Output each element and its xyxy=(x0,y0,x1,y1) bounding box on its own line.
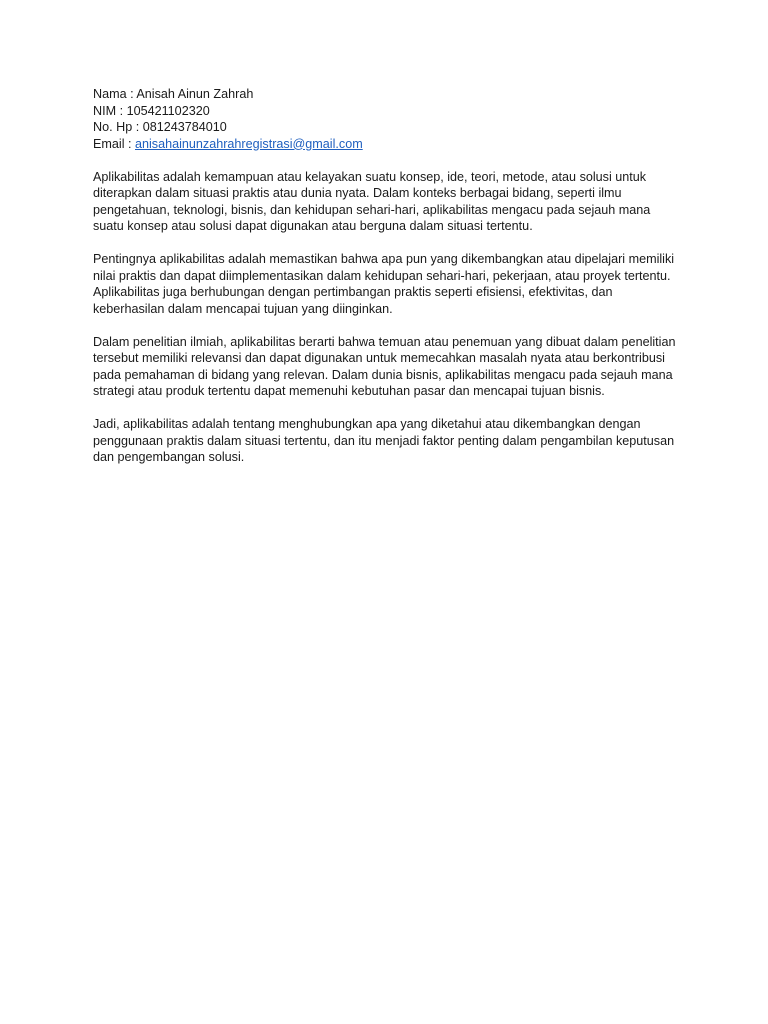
name-label: Nama : xyxy=(93,87,137,101)
phone-value: 081243784010 xyxy=(142,120,227,134)
email-label: Email : xyxy=(93,136,135,151)
document-content xyxy=(93,86,683,482)
phone-label: No. Hp : xyxy=(93,120,143,134)
paragraph-definition: Aplikabilitas adalah kemampuan atau kelayakan suatu konsep, ide, teori, metode, atau solusi untuk diterapkan dalam situasi praktis atau dunia nyata. Dalam konteks berbagai bidang, seperti ilmu pengetahuan, teknologi, bisnis, dan kehidupan sehari-hari, aplikabilitas mengacu pada sejauh mana suatu konsep atau solusi dapat digunakan atau berguna dalam situasi tertentu. xyxy=(93,169,651,233)
nim-label: NIM : xyxy=(93,103,127,118)
paragraph-conclusion: Jadi, aplikabilitas adalah tentang menghubungkan apa yang diketahui atau dikembangkan dengan penggunaan praktis dalam situasi tertentu, dan itu menjadi faktor penting dalam pengambilan keputusan dan pengembangan solusi. xyxy=(93,417,675,464)
phone-line xyxy=(93,119,683,136)
nim-value: 105421102320 xyxy=(126,103,210,118)
email-line xyxy=(93,136,683,153)
email-link[interactable]: anisahainunzahrahregistrasi@gmail.com xyxy=(135,136,363,151)
nim-line xyxy=(93,103,683,120)
name-value: Anisah Ainun Zahrah xyxy=(136,87,254,101)
paragraph-research-business: Dalam penelitian ilmiah, aplikabilitas berarti bahwa temuan atau penemuan yang dibuat dalam penelitian tersebut memiliki relevansi dan dapat digunakan untuk memecahkan masalah nyata atau berkontribusi pada pemahaman di bidang yang relevan. Dalam dunia bisnis, aplikabilitas mengacu pada sejauh mana strategi atau produk tertentu dapat memenuhi kebutuhan pasar dan mencapai tujuan bisnis. xyxy=(93,334,676,398)
paragraph-importance: Pentingnya aplikabilitas adalah memastikan bahwa apa pun yang dikembangkan atau dipelajari memiliki nilai praktis dan dapat diimplementasikan dalam kehidupan sehari-hari, pekerjaan, atau proyek tertentu. Aplikabilitas juga berhubungan dengan pertimbangan praktis seperti efisiensi, efektivitas, dan keberhasilan dalam mencapai tujuan yang diinginkan. xyxy=(93,252,675,316)
student-info-block xyxy=(93,86,683,152)
name-line xyxy=(93,86,683,103)
